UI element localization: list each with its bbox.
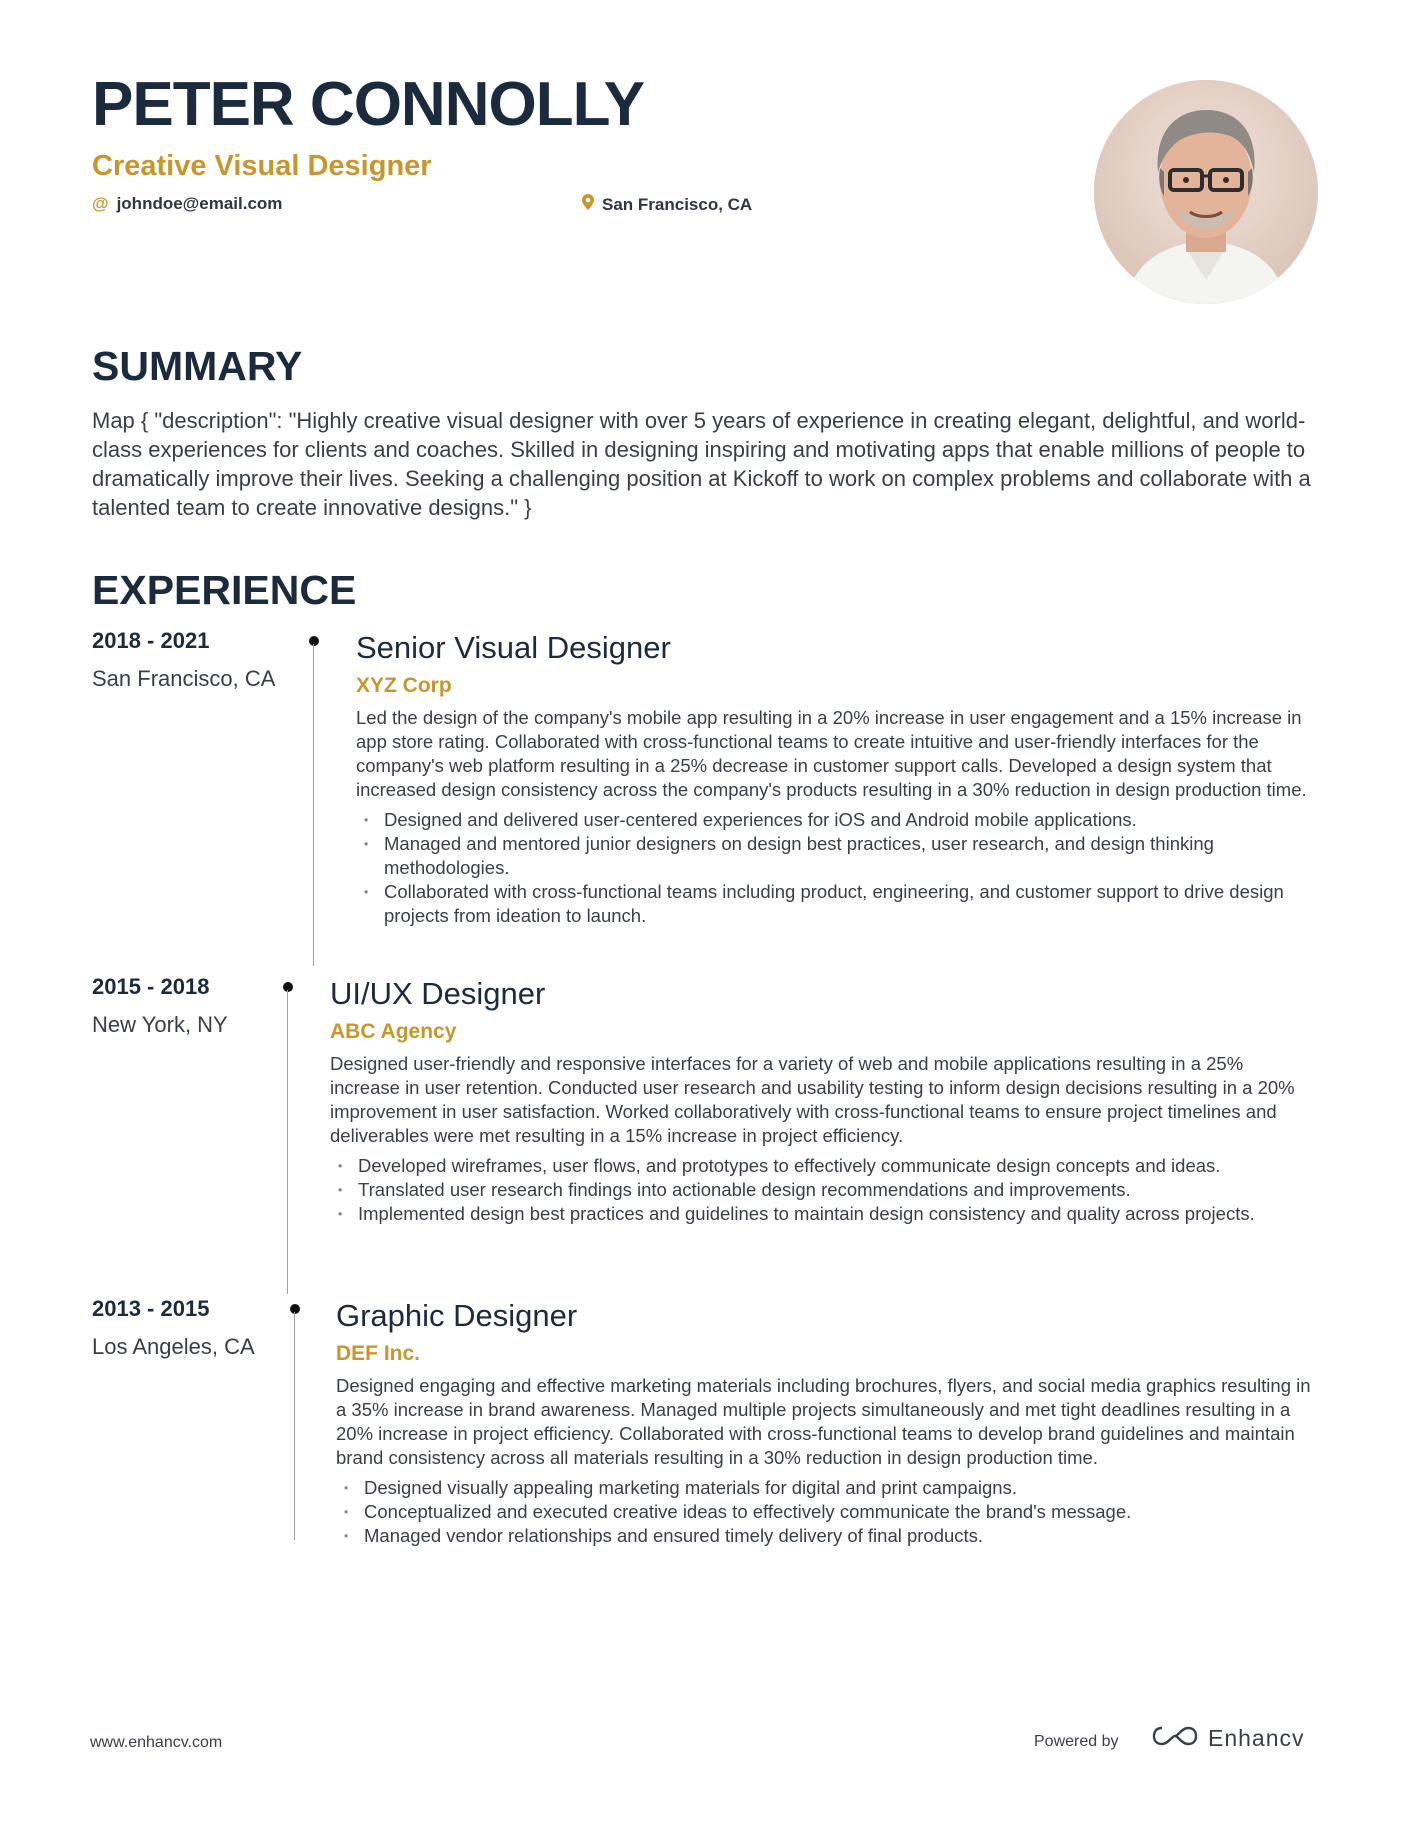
map-pin-icon xyxy=(582,194,594,215)
list-item: • Managed vendor relationships and ensured timely delivery of final products. xyxy=(336,1524,1311,1548)
footer-url[interactable]: www.enhancv.com xyxy=(90,1734,223,1751)
timeline-dot xyxy=(290,1304,300,1314)
list-item: • Designed and delivered user-centered experiences for iOS and Android mobile applications. xyxy=(356,808,1316,832)
job-description: Designed engaging and effective marketing materials including brochures, flyers, and social media graphics resulting in a 35% increase in brand awareness. Managed multiple projects simultaneously and met tight deadlines resulting in a 20% increase in project efficiency. Collaborated with cross-functional teams to develop brand guidelines and maintain brand consistency across all materials resulting in a 30% reduction in design production time. xyxy=(336,1375,1311,1468)
job-bullets xyxy=(330,1154,1315,1226)
experience-heading: EXPERIENCE xyxy=(92,567,357,613)
list-item: • Translated user research findings into actionable design recommendations and improvements. xyxy=(330,1178,1315,1202)
job-location: Los Angeles, CA xyxy=(92,1334,255,1359)
contact-location xyxy=(582,194,752,215)
job-bullets xyxy=(336,1476,1311,1548)
job-body xyxy=(330,978,1315,1226)
job-company: ABC Agency xyxy=(330,1020,457,1043)
brand-name: Enhancv xyxy=(1208,1725,1305,1751)
enhancv-logo-icon xyxy=(1152,1724,1198,1753)
list-item: • Implemented design best practices and guidelines to maintain design consistency and quality across projects. xyxy=(330,1202,1315,1226)
contact-email[interactable] xyxy=(92,194,282,214)
list-item: • Designed visually appealing marketing materials for digital and print campaigns. xyxy=(336,1476,1311,1500)
list-item: • Conceptualized and executed creative ideas to effectively communicate the brand's message. xyxy=(336,1500,1311,1524)
candidate-name: PETER CONNOLLY xyxy=(92,70,645,139)
job-title: Senior Visual Designer xyxy=(356,630,671,665)
email-text: johndoe@email.com xyxy=(116,194,283,213)
job-company: DEF Inc. xyxy=(336,1342,421,1365)
job-description: Led the design of the company's mobile app resulting in a 20% increase in user engagement and a 15% increase in app store rating. Collaborated with cross-functional teams to create intuitive and user-friendly interfaces for the company's web platform resulting in a 25% decrease in customer support calls. Developed a design system that increased design consistency across the company's products resulting in a 30% reduction in design production time. xyxy=(356,707,1307,800)
job-location: San Francisco, CA xyxy=(92,666,276,691)
candidate-role: Creative Visual Designer xyxy=(92,150,432,182)
job-description: Designed user-friendly and responsive interfaces for a variety of web and mobile applications resulting in a 25% increase in user retention. Conducted user research and usability testing to inform design decisions resulting in a 20% improvement in user satisfaction. Worked collaboratively with cross-functional teams to ensure project timelines and deliverables were met resulting in a 15% increase in project efficiency. xyxy=(330,1053,1295,1146)
job-bullets xyxy=(356,808,1316,928)
job-dates: 2013 - 2015 xyxy=(92,1296,210,1321)
job-title: UI/UX Designer xyxy=(330,976,546,1011)
job-dates: 2018 - 2021 xyxy=(92,628,210,653)
avatar-portrait xyxy=(1094,80,1318,304)
summary-heading: SUMMARY xyxy=(92,343,303,389)
location-text: San Francisco, CA xyxy=(602,194,753,214)
summary-text: Map { "description": "Highly creative visual designer with over 5 years of experience in creating elegant, delightful, and world-class experiences for clients and coaches. Skilled in designing inspiring and motivating apps that enable millions of people to dramatically improve their lives. Seeking a challenging position at Kickoff to work on complex problems and collaborate with a talented team to create innovative designs." } xyxy=(92,408,1311,520)
job-company: XYZ Corp xyxy=(356,674,452,697)
avatar xyxy=(1094,80,1318,304)
timeline-line xyxy=(287,990,288,1294)
powered-by-label: Powered by xyxy=(1034,1733,1119,1750)
at-sign-icon: @ xyxy=(92,194,109,213)
job-body xyxy=(356,632,1316,928)
job-location: New York, NY xyxy=(92,1012,228,1037)
job-body xyxy=(336,1300,1311,1548)
timeline-dot xyxy=(283,982,293,992)
timeline-line xyxy=(313,644,314,966)
list-item: • Managed and mentored junior designers on design best practices, user research, and design thinking methodologies. xyxy=(356,832,1316,880)
timeline-line xyxy=(294,1312,295,1540)
job-title: Graphic Designer xyxy=(336,1298,578,1333)
list-item: • Developed wireframes, user flows, and prototypes to effectively communicate design concepts and ideas. xyxy=(330,1154,1315,1178)
brand-logo[interactable] xyxy=(1152,1724,1305,1753)
list-item: • Collaborated with cross-functional teams including product, engineering, and customer support to drive design projects from ideation to launch. xyxy=(356,880,1316,928)
job-dates: 2015 - 2018 xyxy=(92,974,210,999)
timeline-dot xyxy=(309,636,319,646)
